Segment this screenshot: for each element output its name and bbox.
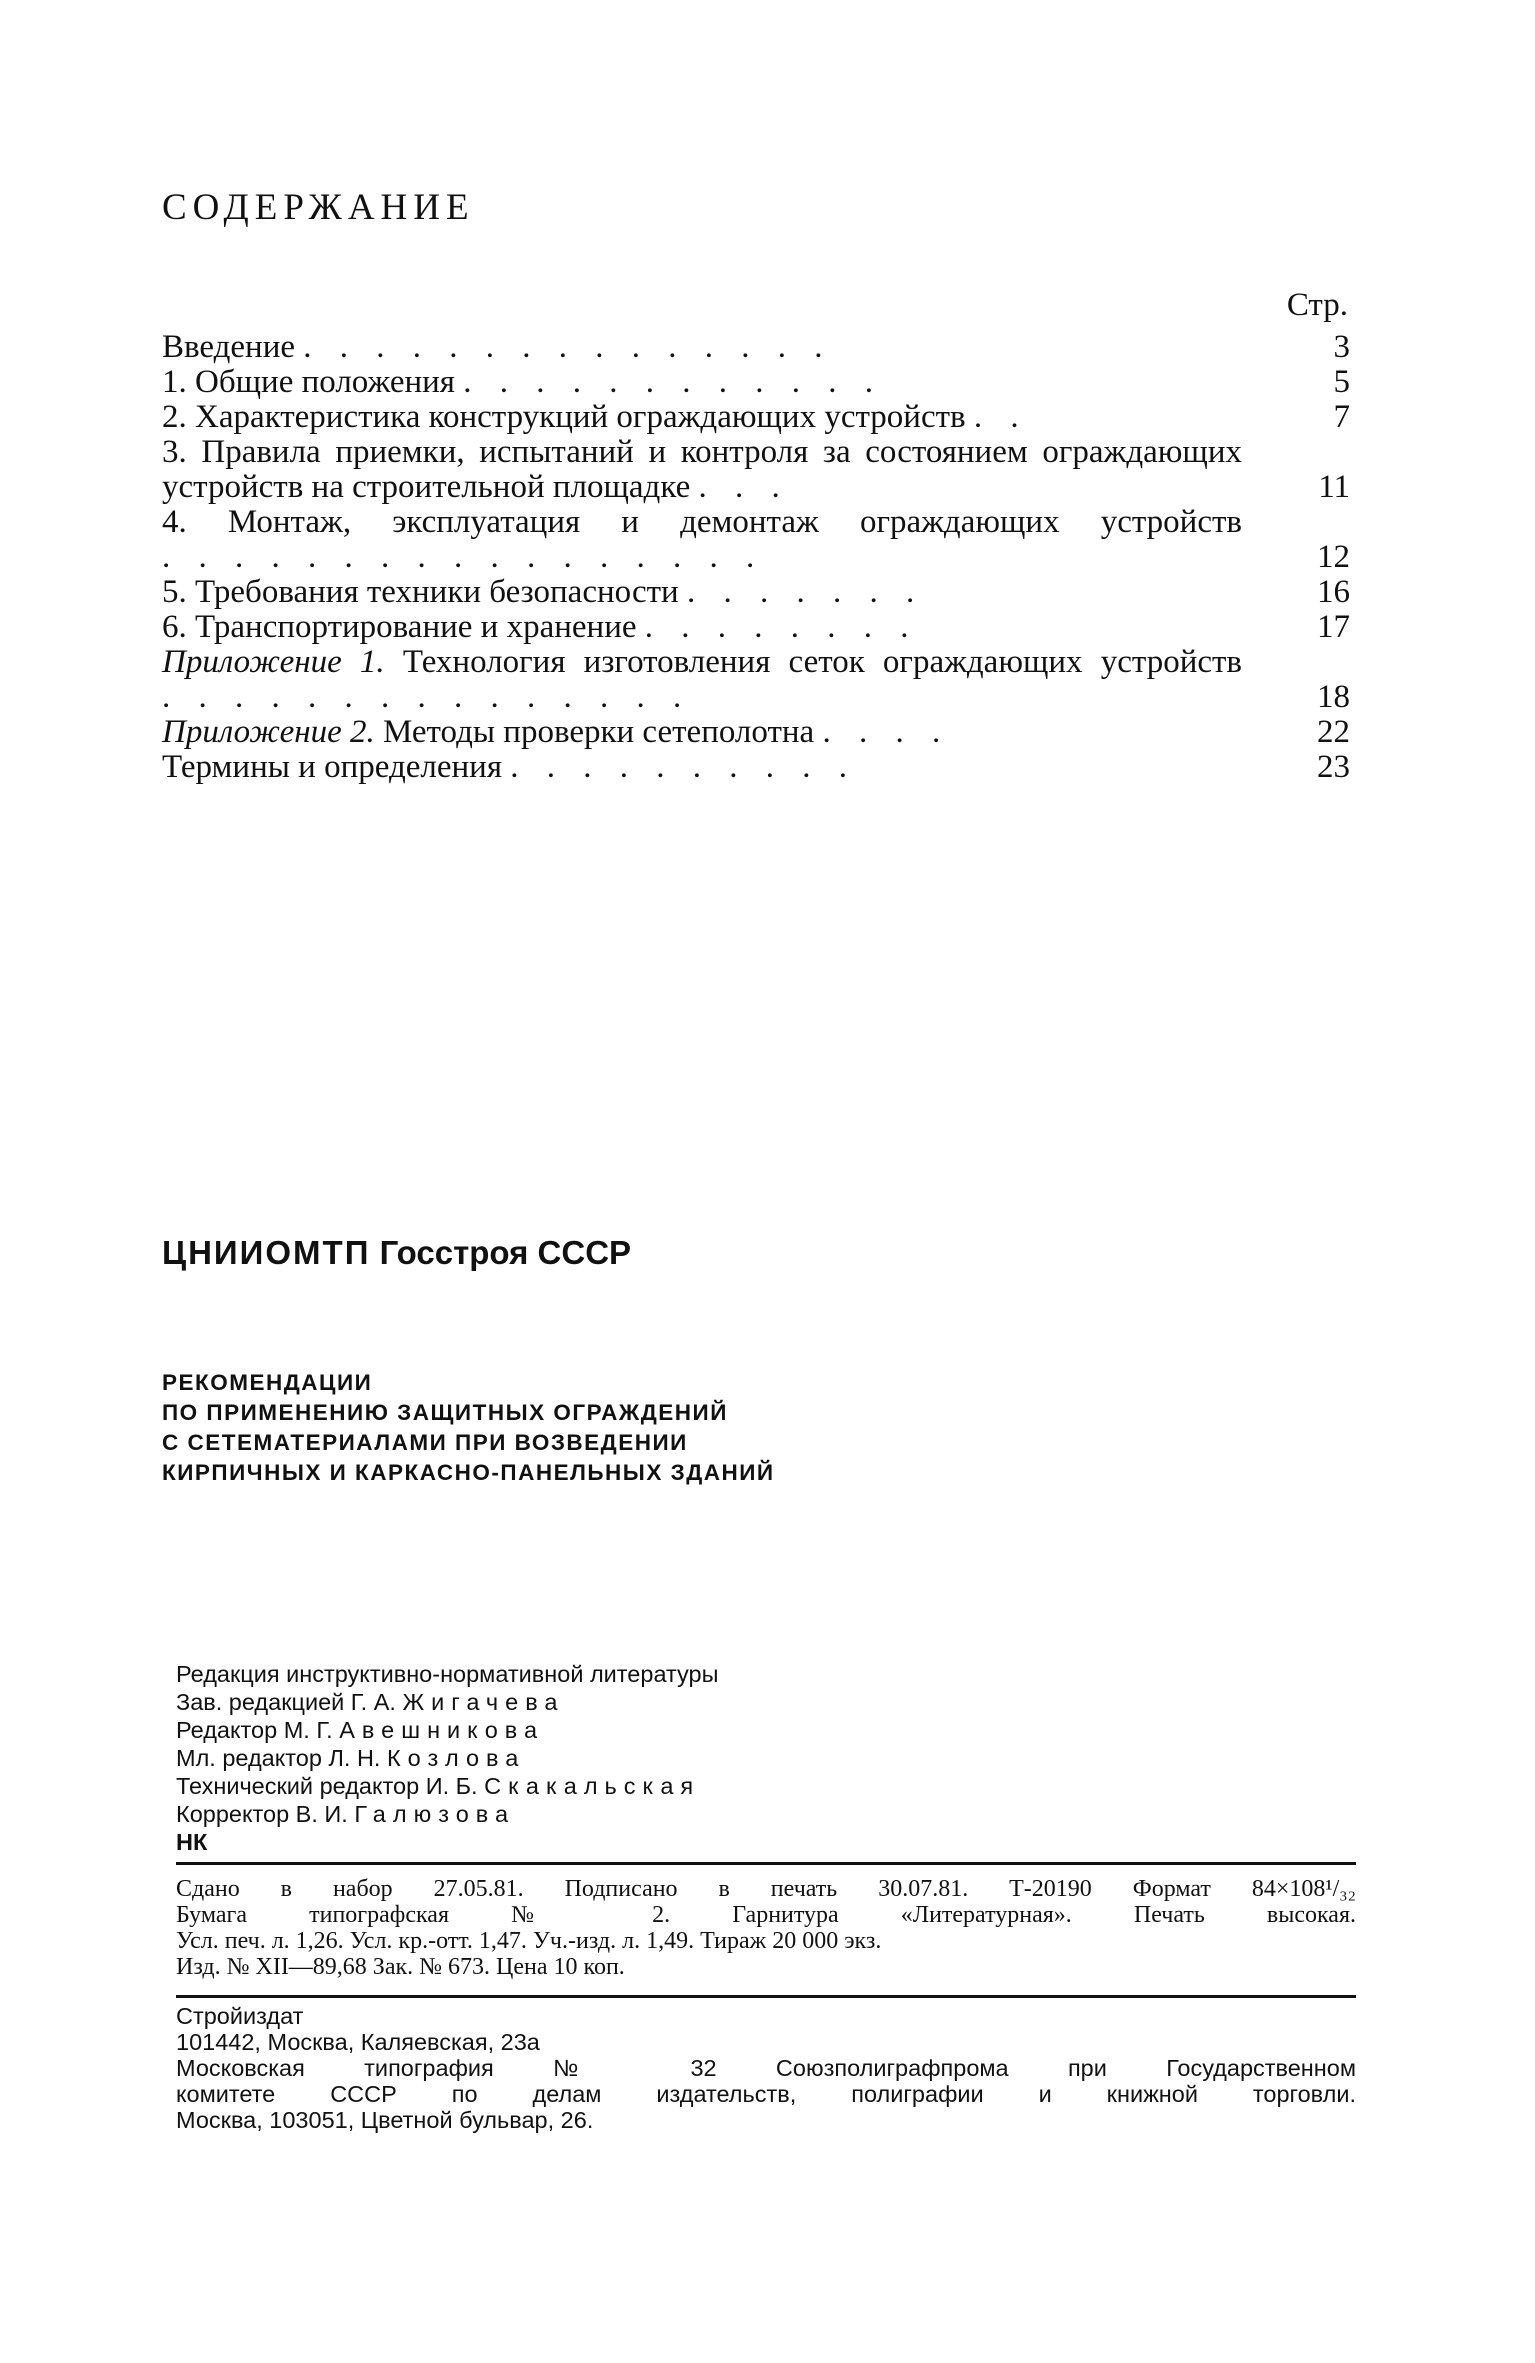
credits-department: Редакция инструктивно-нормативной литературы <box>176 1661 719 1687</box>
toc-entry-title: 1. Общие положения <box>162 364 455 400</box>
toc-entry-appendix-1[interactable] <box>162 645 1350 715</box>
toc-entry-title: Термины и определения <box>162 749 503 785</box>
toc-leader-dots: . . . . . . . . . . <box>510 749 858 785</box>
toc-entry-title: 3. Правила приемки, испытаний и контроля за состоянием ограждающих устройств на строительной площадке <box>162 434 1242 505</box>
toc-entry-acceptance[interactable] <box>162 435 1350 505</box>
title-line: РЕКОМЕНДАЦИИ <box>162 1370 373 1395</box>
toc-leader-dots: . . . . . . . . . . . . . . . . . <box>162 539 765 575</box>
toc-entry-characteristics[interactable] <box>162 400 1350 435</box>
organization-name <box>162 1234 631 1272</box>
editorial-credits <box>176 1660 976 1856</box>
credit-row <box>176 1688 976 1716</box>
credit-row <box>176 1772 976 1800</box>
toc-entry-installation[interactable] <box>162 505 1350 575</box>
toc-entry-title: Технология изготовления сеток ограждающих устройств <box>402 644 1242 680</box>
toc-entry-general[interactable] <box>162 365 1350 400</box>
credit-role: Редактор М. Г. <box>176 1717 333 1743</box>
toc-entry-appendix-2[interactable] <box>162 715 1350 750</box>
credit-name: Скакальская <box>484 1773 701 1799</box>
toc-entry-safety[interactable] <box>162 575 1350 610</box>
print-info-line: Бумага типографская № 2. Гарнитура «Литературная». Печать высокая. <box>176 1902 1356 1928</box>
credit-name: Галюзова <box>354 1801 516 1827</box>
toc-leader-dots: . . . . . . . . . . . . <box>463 364 883 400</box>
print-info <box>176 1876 1356 1980</box>
printer-line: комитете СССР по делам издательств, полиграфии и книжной торговли. <box>176 2081 1356 2107</box>
toc-entry-title: 6. Транспортирование и хранение <box>162 609 637 645</box>
toc-entry-label: Приложение 1. <box>162 644 385 680</box>
toc-page-column-header: Стр. <box>1286 287 1348 323</box>
credit-name: Козлова <box>386 1745 526 1771</box>
toc-leader-dots: . . . . . . . . . . . . . . . <box>303 329 833 365</box>
credit-row <box>176 1800 976 1828</box>
toc-entry-terms[interactable] <box>162 750 1350 785</box>
divider-rule <box>176 1995 1356 1998</box>
title-line: ПО ПРИМЕНЕНИЮ ЗАЩИТНЫХ ОГРАЖДЕНИЙ <box>162 1400 728 1425</box>
credit-row <box>176 1744 976 1772</box>
toc-leader-dots: . . . . . . . . . . . . . . . <box>162 679 692 715</box>
credit-role: Технический редактор И. Б. <box>176 1773 478 1799</box>
credit-row <box>176 1716 976 1744</box>
toc-entry-title: Введение <box>162 329 296 365</box>
organization-abbr: ЦНИИОМТП <box>162 1234 371 1271</box>
credit-role: Корректор В. И. <box>176 1801 348 1827</box>
toc-heading: СОДЕРЖАНИЕ <box>162 187 475 228</box>
toc-page-number: 7 <box>1333 399 1350 435</box>
credits-mark: НК <box>176 1829 208 1855</box>
title-line: КИРПИЧНЫХ И КАРКАСНО-ПАНЕЛЬНЫХ ЗДАНИЙ <box>162 1460 775 1485</box>
title-line: С СЕТЕМАТЕРИАЛАМИ ПРИ ВОЗВЕДЕНИИ <box>162 1430 688 1455</box>
toc-leader-dots: . . . . <box>822 714 951 750</box>
printer-line: Москва, 103051, Цветной бульвар, 26. <box>176 2107 594 2133</box>
toc-entry-label: Приложение 2. <box>162 714 375 750</box>
printer-line: Московская типография № 32 Союзполиграфпрома при Государственном <box>176 2055 1356 2081</box>
print-info-line: Изд. № XII—89,68 Зак. № 673. Цена 10 коп. <box>176 1954 625 1980</box>
toc-leader-dots: . . . . . . . <box>686 574 925 610</box>
publisher-address: 101442, Москва, Каляевская, 23а <box>176 2029 540 2055</box>
credit-name: Авешникова <box>339 1717 545 1743</box>
divider-rule <box>176 1862 1356 1865</box>
toc-entry-introduction[interactable] <box>162 330 1350 365</box>
publisher-info <box>176 2003 1356 2133</box>
toc-entry-title: Методы проверки сетеполотна <box>382 714 815 750</box>
toc-page-number: 16 <box>1317 574 1350 610</box>
credit-role: Мл. редактор Л. Н. <box>176 1745 381 1771</box>
toc-entry-transport[interactable] <box>162 610 1350 645</box>
toc-entry-title: 5. Требования техники безопасности <box>162 574 679 610</box>
toc-page-number: 5 <box>1333 364 1350 400</box>
toc-page-number: 11 <box>1318 469 1350 505</box>
table-of-contents <box>162 330 1350 785</box>
toc-page-number: 18 <box>1317 679 1350 715</box>
toc-page-number: 3 <box>1333 329 1350 365</box>
toc-page-number: 22 <box>1317 714 1350 750</box>
credit-name: Жигачева <box>402 1689 565 1715</box>
organization-rest: Госстроя СССР <box>379 1234 632 1271</box>
publisher-name: Стройиздат <box>176 2003 304 2029</box>
toc-entry-title: 4. Монтаж, эксплуатация и демонтаж ограждающих устройств <box>162 504 1242 540</box>
toc-leader-dots: . . . <box>698 469 790 505</box>
toc-leader-dots: . . . . . . . . <box>644 609 919 645</box>
toc-page-number: 23 <box>1317 749 1350 785</box>
toc-entry-title: 2. Характеристика конструкций ограждающих устройств <box>162 399 966 435</box>
credit-role: Зав. редакцией Г. А. <box>176 1689 396 1715</box>
toc-leader-dots: . . <box>973 399 1029 435</box>
toc-page-number: 17 <box>1317 609 1350 645</box>
print-info-line: Усл. печ. л. 1,26. Усл. кр.-отт. 1,47. Уч.-изд. л. 1,49. Тираж 20 000 экз. <box>176 1928 882 1954</box>
toc-page-number: 12 <box>1317 539 1350 575</box>
document-title <box>162 1368 1022 1488</box>
print-info-line: Сдано в набор 27.05.81. Подписано в печать 30.07.81. Т-20190 Формат 84×108¹/₃₂ <box>176 1876 1356 1902</box>
